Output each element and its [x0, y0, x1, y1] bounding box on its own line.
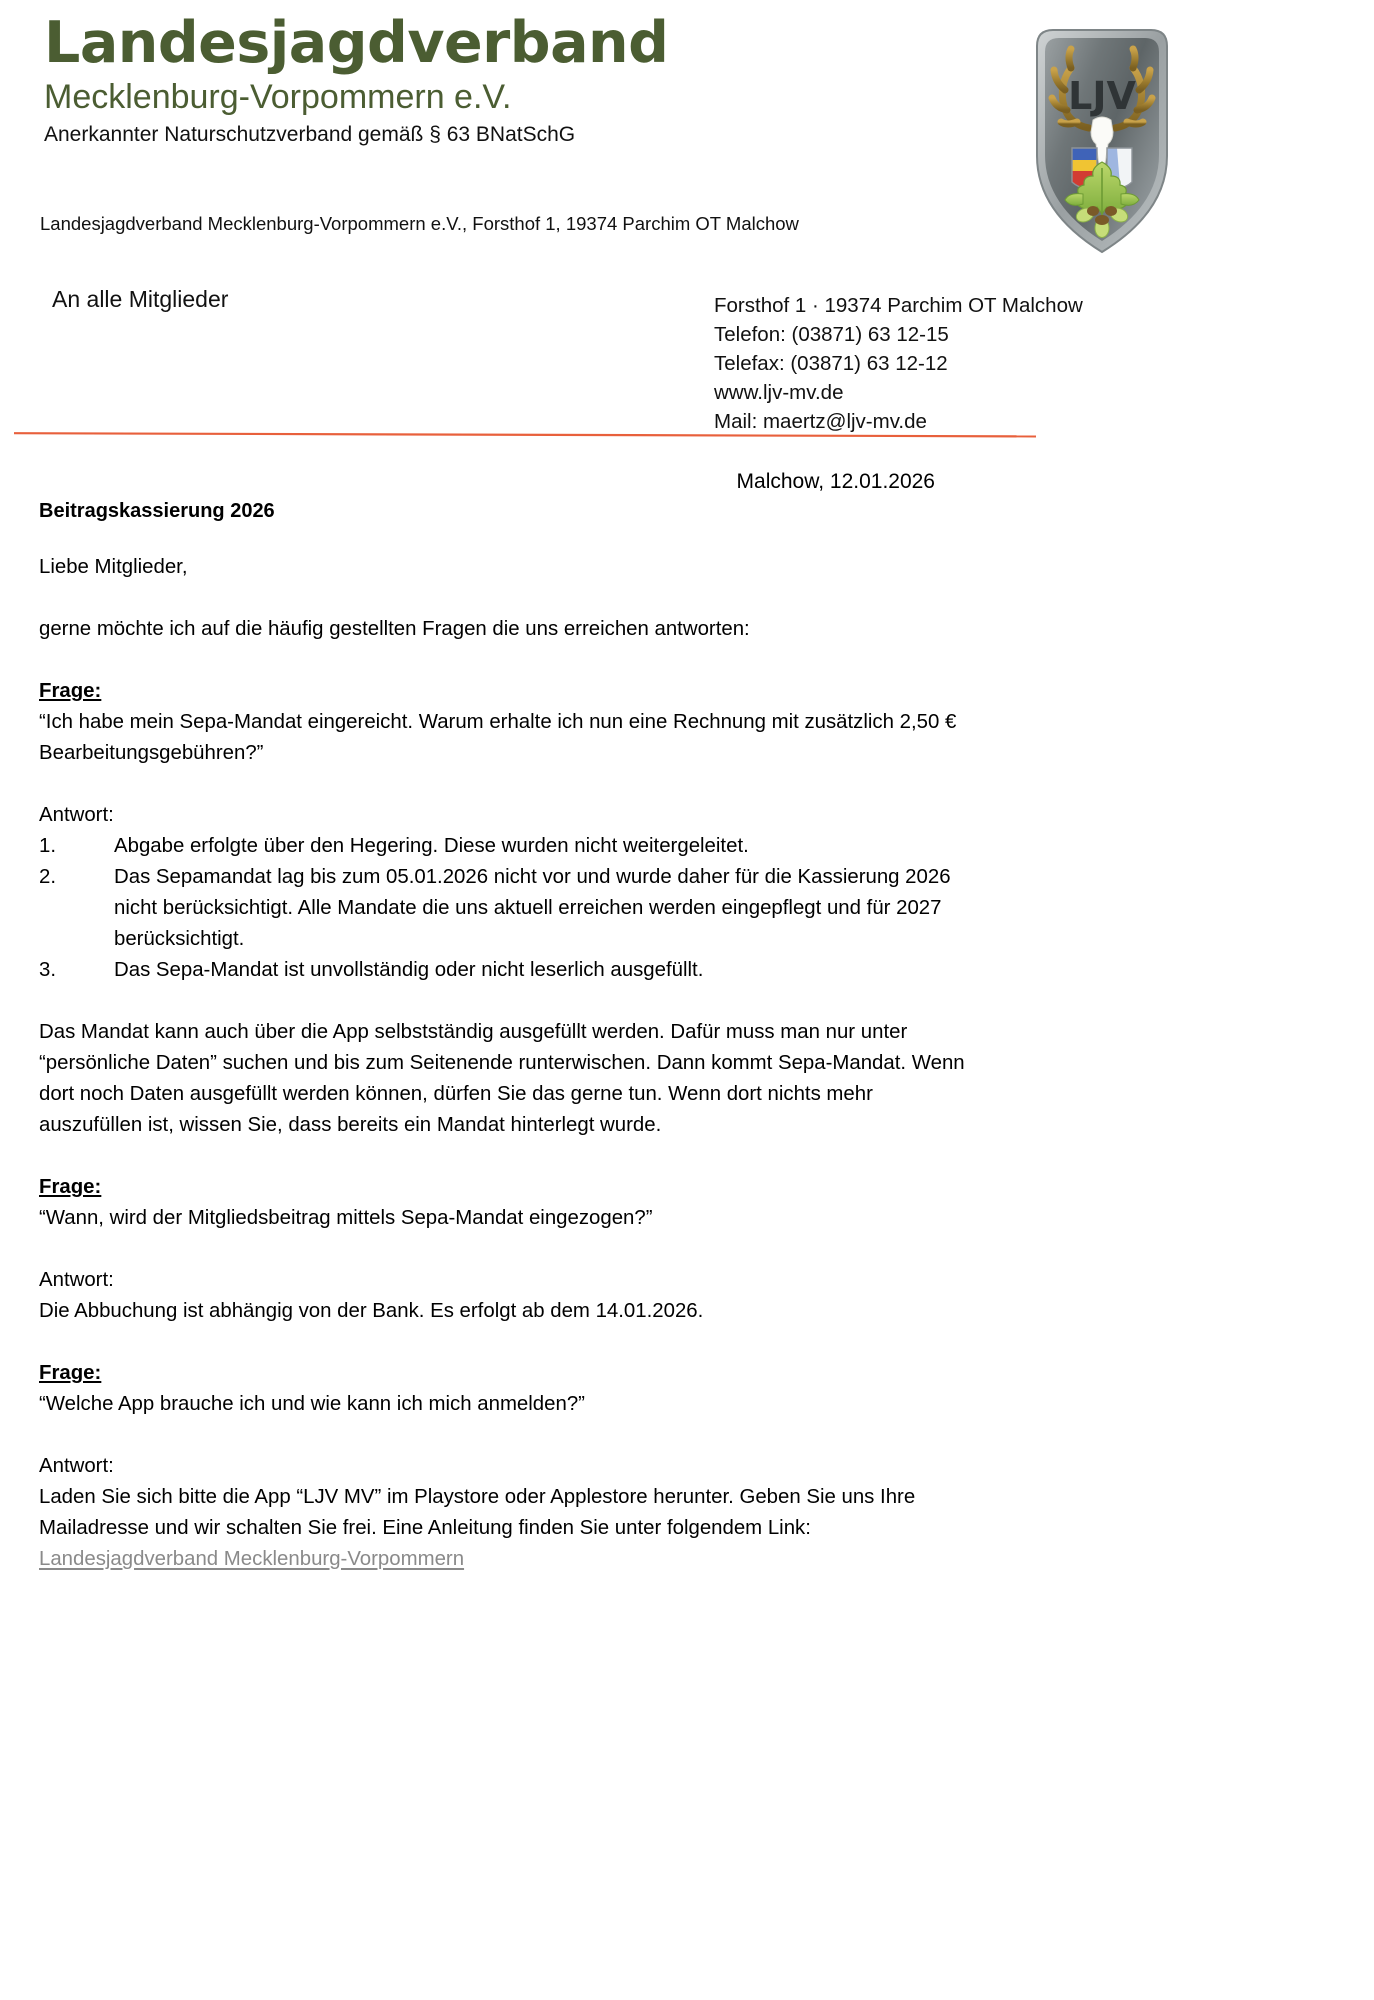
list-item-text: Das Sepa-Mandat ist unvollständig oder nicht leserlich ausgefüllt. — [114, 959, 704, 981]
question-2-answer-label: Antwort: — [39, 1269, 114, 1291]
letter-body — [39, 552, 965, 1575]
question-1-text: “Ich habe mein Sepa-Mandat eingereicht. Warum erhalte ich nun eine Rechnung mit zusätzlich 2,50 € Bearbeitungsgebühren?” — [39, 711, 957, 764]
list-item — [39, 955, 965, 986]
question-1-answer-list — [39, 831, 965, 986]
question-1-answer-label: Antwort: — [39, 804, 114, 826]
list-item — [39, 831, 965, 862]
organization-region: Mecklenburg-Vorpommern e.V. — [44, 78, 512, 117]
question-1-label: Frage: — [39, 680, 102, 702]
list-item-text: Abgabe erfolgte über den Hegering. Diese wurden nicht weitergeleitet. — [114, 835, 749, 857]
question-3-text: “Welche App brauche ich und wie kann ich mich anmelden?” — [39, 1393, 585, 1415]
letterhead — [44, 10, 994, 147]
organization-name: Landesjagdverband — [44, 10, 669, 76]
contact-fax: Telefax: (03871) 63 12-12 — [714, 352, 948, 376]
list-item-number: 3. — [39, 959, 57, 981]
contact-block — [714, 291, 1083, 437]
salutation: Liebe Mitglieder, — [39, 556, 188, 578]
question-2-text: “Wann, wird der Mitgliedsbeitrag mittels Sepa-Mandat eingezogen?” — [39, 1207, 653, 1229]
question-2-label: Frage: — [39, 1176, 102, 1198]
anleitung-link[interactable]: Landesjagdverband Mecklenburg-Vorpommern — [39, 1548, 465, 1570]
question-1-note: Das Mandat kann auch über die App selbstständig ausgefüllt werden. Dafür muss man nur unter “persönliche Daten” suchen und bis zum Seitenende runterwischen. Dann kommt Sepa-Mandat. Wenn dort noch Daten ausgefüllt werden können, dürfen Sie das gerne tun. Wenn dort nichts mehr auszufüllen ist, wissen Sie, dass bereits ein Mandat hinterlegt wurde. — [39, 1021, 965, 1136]
question-3-answer-label: Antwort: — [39, 1455, 114, 1477]
contact-address: Forsthof 1 · 19374 Parchim OT Malchow — [714, 294, 1083, 317]
contact-website: www.ljv-mv.de — [714, 381, 844, 405]
recipient-line: An alle Mitglieder — [52, 286, 229, 312]
contact-mail: Mail: maertz@ljv-mv.de — [714, 410, 927, 434]
dateline: Malchow, 12.01.2026 — [736, 470, 935, 493]
list-item-text: Das Sepamandat lag bis zum 05.01.2026 nicht vor und wurde daher für die Kassierung 2026 nicht berücksichtigt. Alle Mandate die uns aktuell erreichen werden eingepflegt und für 2027 berücksichtigt. — [114, 866, 951, 950]
list-item — [39, 862, 965, 955]
list-item-number: 2. — [39, 866, 57, 888]
organization-subtitle: Anerkannter Naturschutzverband gemäß § 63 BNatSchG — [44, 123, 576, 147]
letter-subject: Beitragskassierung 2026 — [39, 500, 275, 522]
contact-phone: Telefon: (03871) 63 12-15 — [714, 323, 949, 347]
question-3-answer-text: Laden Sie sich bitte die App “LJV MV” im Playstore oder Applestore herunter. Geben Sie uns Ihre Mailadresse und wir schalten Sie frei. Eine Anleitung finden Sie unter folgendem Link: — [39, 1486, 916, 1539]
ljv-shield-logo — [1027, 16, 1177, 266]
intro-paragraph: gerne möchte ich auf die häufig gestellten Fragen die uns erreichen antworten: — [39, 618, 750, 640]
return-address-line: Landesjagdverband Mecklenburg-Vorpommern e.V., Forsthof 1, 19374 Parchim OT Malchow — [40, 213, 799, 234]
question-3-label: Frage: — [39, 1362, 102, 1384]
header-divider — [14, 432, 1036, 438]
question-2-answer-text: Die Abbuchung ist abhängig von der Bank. Es erfolgt ab dem 14.01.2026. — [39, 1300, 704, 1322]
list-item-number: 1. — [39, 835, 57, 857]
logo-text: LJV — [1068, 74, 1136, 118]
